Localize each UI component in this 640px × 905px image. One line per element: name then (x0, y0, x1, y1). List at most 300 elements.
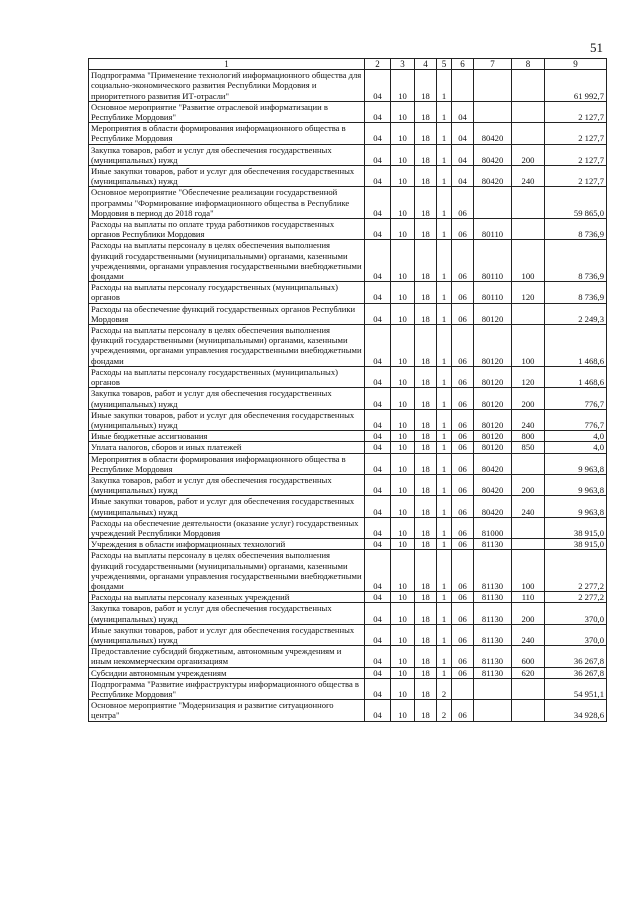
code-cell-7: 81130 (474, 603, 512, 624)
code-cell-4: 18 (415, 517, 437, 538)
code-cell-4: 18 (415, 70, 437, 102)
code-cell-4: 18 (415, 496, 437, 517)
row-name-cell: Иные закупки товаров, работ и услуг для обеспечения государственных (муниципальных) нужд (89, 496, 365, 517)
code-cell-6: 06 (452, 592, 474, 603)
column-header: 7 (474, 59, 512, 70)
code-cell-8: 120 (512, 282, 545, 303)
amount-cell: 54 951,1 (545, 678, 607, 699)
amount-cell: 370,0 (545, 603, 607, 624)
code-cell-7: 81000 (474, 517, 512, 538)
code-cell-6: 06 (452, 624, 474, 645)
code-cell-8 (512, 219, 545, 240)
amount-cell: 36 267,8 (545, 667, 607, 678)
table-row (89, 624, 607, 645)
code-cell-8: 200 (512, 388, 545, 409)
code-cell-8 (512, 700, 545, 721)
code-cell-4: 18 (415, 240, 437, 282)
row-name-cell: Уплата налогов, сборов и иных платежей (89, 442, 365, 453)
code-cell-2: 04 (365, 282, 391, 303)
table-row (89, 166, 607, 187)
table-row (89, 219, 607, 240)
code-cell-5: 2 (437, 700, 452, 721)
code-cell-7: 81130 (474, 667, 512, 678)
code-cell-2: 04 (365, 592, 391, 603)
row-name-cell: Иные закупки товаров, работ и услуг для обеспечения государственных (муниципальных) нужд (89, 624, 365, 645)
code-cell-3: 10 (391, 550, 415, 592)
row-name-cell: Учреждения в области информационных технологий (89, 539, 365, 550)
code-cell-6: 06 (452, 388, 474, 409)
amount-cell: 2 277,2 (545, 592, 607, 603)
table-row (89, 303, 607, 324)
table-row (89, 646, 607, 667)
amount-cell: 59 865,0 (545, 187, 607, 219)
code-cell-2: 04 (365, 388, 391, 409)
row-name-cell: Основное мероприятие "Модернизация и развитие ситуационного центра" (89, 700, 365, 721)
code-cell-7: 80110 (474, 240, 512, 282)
code-cell-2: 04 (365, 166, 391, 187)
code-cell-3: 10 (391, 366, 415, 387)
code-cell-6: 06 (452, 453, 474, 474)
code-cell-6: 04 (452, 144, 474, 165)
column-header: 5 (437, 59, 452, 70)
table-row (89, 123, 607, 144)
table-row (89, 282, 607, 303)
code-cell-6: 06 (452, 646, 474, 667)
table-row (89, 442, 607, 453)
code-cell-5: 1 (437, 624, 452, 645)
table-row (89, 667, 607, 678)
code-cell-5: 1 (437, 282, 452, 303)
code-cell-7: 80120 (474, 431, 512, 442)
amount-cell: 2 127,7 (545, 101, 607, 122)
code-cell-3: 10 (391, 187, 415, 219)
code-cell-3: 10 (391, 592, 415, 603)
code-cell-4: 18 (415, 431, 437, 442)
code-cell-5: 1 (437, 303, 452, 324)
code-cell-5: 1 (437, 240, 452, 282)
code-cell-4: 18 (415, 539, 437, 550)
code-cell-5: 1 (437, 667, 452, 678)
code-cell-7: 81130 (474, 646, 512, 667)
code-cell-8: 800 (512, 431, 545, 442)
table-row (89, 678, 607, 699)
column-header: 3 (391, 59, 415, 70)
code-cell-3: 10 (391, 474, 415, 495)
row-name-cell: Расходы на выплаты персоналу в целях обеспечения выполнения функций государственными (муниципальными) органами, казенными учреждениями, органами управления государственными внебюджетными фондами (89, 325, 365, 367)
code-cell-6: 06 (452, 240, 474, 282)
code-cell-8: 620 (512, 667, 545, 678)
code-cell-3: 10 (391, 240, 415, 282)
code-cell-3: 10 (391, 70, 415, 102)
code-cell-2: 04 (365, 366, 391, 387)
code-cell-7 (474, 101, 512, 122)
code-cell-6: 06 (452, 550, 474, 592)
code-cell-3: 10 (391, 624, 415, 645)
row-name-cell: Субсидии автономным учреждениям (89, 667, 365, 678)
column-header: 6 (452, 59, 474, 70)
code-cell-8 (512, 678, 545, 699)
code-cell-8: 240 (512, 496, 545, 517)
code-cell-8: 240 (512, 409, 545, 430)
page-number: 51 (590, 40, 603, 55)
table-row (89, 144, 607, 165)
table-row (89, 517, 607, 538)
table-row (89, 603, 607, 624)
code-cell-3: 10 (391, 431, 415, 442)
code-cell-4: 18 (415, 187, 437, 219)
code-cell-2: 04 (365, 325, 391, 367)
code-cell-8: 600 (512, 646, 545, 667)
code-cell-5: 1 (437, 517, 452, 538)
row-name-cell: Иные закупки товаров, работ и услуг для обеспечения государственных (муниципальных) нужд (89, 166, 365, 187)
code-cell-7: 80420 (474, 453, 512, 474)
code-cell-6: 06 (452, 539, 474, 550)
amount-cell: 8 736,9 (545, 219, 607, 240)
code-cell-5: 1 (437, 453, 452, 474)
table-row (89, 240, 607, 282)
code-cell-3: 10 (391, 219, 415, 240)
code-cell-4: 18 (415, 409, 437, 430)
code-cell-6: 06 (452, 409, 474, 430)
code-cell-6: 06 (452, 496, 474, 517)
code-cell-2: 04 (365, 240, 391, 282)
code-cell-5: 1 (437, 474, 452, 495)
code-cell-2: 04 (365, 101, 391, 122)
row-name-cell: Закупка товаров, работ и услуг для обеспечения государственных (муниципальных) нужд (89, 474, 365, 495)
code-cell-3: 10 (391, 667, 415, 678)
code-cell-8: 200 (512, 144, 545, 165)
code-cell-2: 04 (365, 187, 391, 219)
code-cell-2: 04 (365, 70, 391, 102)
code-cell-5: 1 (437, 70, 452, 102)
code-cell-5: 1 (437, 166, 452, 187)
row-name-cell: Мероприятия в области формирования информационного общества в Республике Мордовия (89, 123, 365, 144)
code-cell-4: 18 (415, 303, 437, 324)
code-cell-5: 1 (437, 646, 452, 667)
row-name-cell: Мероприятия в области формирования информационного общества в Республике Мордовия (89, 453, 365, 474)
amount-cell: 776,7 (545, 409, 607, 430)
code-cell-2: 04 (365, 123, 391, 144)
code-cell-6: 06 (452, 282, 474, 303)
code-cell-4: 18 (415, 366, 437, 387)
code-cell-8: 100 (512, 550, 545, 592)
code-cell-2: 04 (365, 474, 391, 495)
code-cell-4: 18 (415, 667, 437, 678)
code-cell-4: 18 (415, 325, 437, 367)
amount-cell: 8 736,9 (545, 240, 607, 282)
code-cell-2: 04 (365, 303, 391, 324)
code-cell-7: 80420 (474, 496, 512, 517)
amount-cell: 34 928,6 (545, 700, 607, 721)
column-header: 2 (365, 59, 391, 70)
table-row (89, 700, 607, 721)
code-cell-7: 80420 (474, 144, 512, 165)
code-cell-6: 06 (452, 442, 474, 453)
row-name-cell: Расходы на выплаты персоналу государственных (муниципальных) органов (89, 282, 365, 303)
code-cell-2: 04 (365, 442, 391, 453)
code-cell-6: 06 (452, 700, 474, 721)
code-cell-6: 06 (452, 474, 474, 495)
code-cell-5: 1 (437, 409, 452, 430)
code-cell-4: 18 (415, 700, 437, 721)
code-cell-7: 81130 (474, 539, 512, 550)
code-cell-8: 100 (512, 325, 545, 367)
row-name-cell: Расходы на выплаты персоналу государственных (муниципальных) органов (89, 366, 365, 387)
code-cell-3: 10 (391, 539, 415, 550)
code-cell-3: 10 (391, 442, 415, 453)
table-row (89, 474, 607, 495)
code-cell-3: 10 (391, 409, 415, 430)
amount-cell: 2 127,7 (545, 144, 607, 165)
code-cell-7 (474, 678, 512, 699)
code-cell-2: 04 (365, 219, 391, 240)
code-cell-3: 10 (391, 603, 415, 624)
code-cell-2: 04 (365, 431, 391, 442)
code-cell-7: 80110 (474, 282, 512, 303)
amount-cell: 4,0 (545, 442, 607, 453)
amount-cell: 370,0 (545, 624, 607, 645)
code-cell-8: 200 (512, 603, 545, 624)
code-cell-2: 04 (365, 646, 391, 667)
code-cell-2: 04 (365, 667, 391, 678)
code-cell-5: 1 (437, 366, 452, 387)
code-cell-3: 10 (391, 517, 415, 538)
code-cell-3: 10 (391, 646, 415, 667)
code-cell-7: 80120 (474, 366, 512, 387)
code-cell-8: 240 (512, 166, 545, 187)
code-cell-4: 18 (415, 624, 437, 645)
code-cell-3: 10 (391, 678, 415, 699)
code-cell-8 (512, 123, 545, 144)
code-cell-3: 10 (391, 388, 415, 409)
code-cell-8 (512, 187, 545, 219)
amount-cell: 2 249,3 (545, 303, 607, 324)
row-name-cell: Расходы на выплаты по оплате труда работников государственных органов Республики Мордовия (89, 219, 365, 240)
code-cell-7: 81130 (474, 624, 512, 645)
code-cell-4: 18 (415, 592, 437, 603)
code-cell-5: 1 (437, 144, 452, 165)
code-cell-7: 80120 (474, 325, 512, 367)
code-cell-4: 18 (415, 603, 437, 624)
code-cell-2: 04 (365, 539, 391, 550)
amount-cell: 2 127,7 (545, 166, 607, 187)
table-row (89, 409, 607, 430)
row-name-cell: Основное мероприятие "Развитие отраслевой информатизации в Республике Мордовия" (89, 101, 365, 122)
code-cell-6: 06 (452, 431, 474, 442)
code-cell-6: 06 (452, 517, 474, 538)
table-row (89, 592, 607, 603)
column-header: 8 (512, 59, 545, 70)
table-row (89, 388, 607, 409)
table-row (89, 325, 607, 367)
code-cell-6: 04 (452, 166, 474, 187)
code-cell-2: 04 (365, 453, 391, 474)
code-cell-3: 10 (391, 453, 415, 474)
table-row (89, 366, 607, 387)
amount-cell: 4,0 (545, 431, 607, 442)
amount-cell: 9 963,8 (545, 496, 607, 517)
code-cell-8: 120 (512, 366, 545, 387)
table-header-row (89, 59, 607, 70)
code-cell-6: 06 (452, 603, 474, 624)
code-cell-2: 04 (365, 409, 391, 430)
code-cell-7: 80420 (474, 166, 512, 187)
code-cell-8 (512, 303, 545, 324)
code-cell-4: 18 (415, 678, 437, 699)
code-cell-7: 80120 (474, 303, 512, 324)
code-cell-5: 1 (437, 550, 452, 592)
code-cell-2: 04 (365, 496, 391, 517)
code-cell-4: 18 (415, 442, 437, 453)
code-cell-3: 10 (391, 166, 415, 187)
row-name-cell: Расходы на обеспечение деятельности (оказание услуг) государственных учреждений Республики Мордовия (89, 517, 365, 538)
code-cell-4: 18 (415, 388, 437, 409)
code-cell-5: 1 (437, 431, 452, 442)
code-cell-3: 10 (391, 496, 415, 517)
column-header: 4 (415, 59, 437, 70)
code-cell-7 (474, 700, 512, 721)
column-header: 9 (545, 59, 607, 70)
code-cell-4: 18 (415, 123, 437, 144)
row-name-cell: Иные закупки товаров, работ и услуг для обеспечения государственных (муниципальных) нужд (89, 409, 365, 430)
code-cell-3: 10 (391, 700, 415, 721)
amount-cell: 8 736,9 (545, 282, 607, 303)
code-cell-7: 80120 (474, 388, 512, 409)
row-name-cell: Расходы на выплаты персоналу в целях обеспечения выполнения функций государственными (муниципальными) органами, казенными учреждениями, органами управления государственными внебюджетными фондами (89, 550, 365, 592)
row-name-cell: Подпрограмма "Применение технологий информационного общества для социально-экономического развития Республики Мордовия и приоритетного развития ИТ-отрасли" (89, 70, 365, 102)
code-cell-8 (512, 70, 545, 102)
code-cell-7: 80420 (474, 474, 512, 495)
code-cell-8: 850 (512, 442, 545, 453)
code-cell-2: 04 (365, 144, 391, 165)
code-cell-3: 10 (391, 144, 415, 165)
code-cell-6: 06 (452, 667, 474, 678)
row-name-cell: Предоставление субсидий бюджетным, автономным учреждениям и иным некоммерческим организациям (89, 646, 365, 667)
amount-cell: 9 963,8 (545, 474, 607, 495)
code-cell-7 (474, 70, 512, 102)
table-row (89, 453, 607, 474)
amount-cell: 2 127,7 (545, 123, 607, 144)
code-cell-2: 04 (365, 678, 391, 699)
code-cell-8: 100 (512, 240, 545, 282)
code-cell-5: 1 (437, 592, 452, 603)
code-cell-4: 18 (415, 550, 437, 592)
code-cell-5: 1 (437, 603, 452, 624)
code-cell-7: 80120 (474, 409, 512, 430)
code-cell-5: 1 (437, 442, 452, 453)
amount-cell: 61 992,7 (545, 70, 607, 102)
code-cell-4: 18 (415, 453, 437, 474)
code-cell-8: 200 (512, 474, 545, 495)
code-cell-2: 04 (365, 700, 391, 721)
amount-cell: 776,7 (545, 388, 607, 409)
code-cell-2: 04 (365, 517, 391, 538)
code-cell-3: 10 (391, 325, 415, 367)
budget-table (88, 58, 607, 722)
code-cell-8 (512, 517, 545, 538)
code-cell-4: 18 (415, 282, 437, 303)
table-row (89, 70, 607, 102)
code-cell-4: 18 (415, 144, 437, 165)
code-cell-6: 06 (452, 187, 474, 219)
row-name-cell: Иные бюджетные ассигнования (89, 431, 365, 442)
code-cell-6: 06 (452, 219, 474, 240)
row-name-cell: Закупка товаров, работ и услуг для обеспечения государственных (муниципальных) нужд (89, 144, 365, 165)
row-name-cell: Расходы на обеспечение функций государственных органов Республики Мордовия (89, 303, 365, 324)
amount-cell: 36 267,8 (545, 646, 607, 667)
code-cell-8: 110 (512, 592, 545, 603)
code-cell-6 (452, 678, 474, 699)
code-cell-6: 06 (452, 325, 474, 367)
code-cell-2: 04 (365, 624, 391, 645)
code-cell-7: 80420 (474, 123, 512, 144)
table-row (89, 496, 607, 517)
code-cell-4: 18 (415, 219, 437, 240)
table-body (89, 70, 607, 721)
code-cell-6: 04 (452, 123, 474, 144)
code-cell-5: 1 (437, 325, 452, 367)
code-cell-8 (512, 453, 545, 474)
code-cell-3: 10 (391, 303, 415, 324)
row-name-cell: Основное мероприятие "Обеспечение реализации государственной программы "Формирование информационного общества в Республике Мордовия в период до 2018 года" (89, 187, 365, 219)
code-cell-4: 18 (415, 166, 437, 187)
code-cell-6 (452, 70, 474, 102)
amount-cell: 1 468,6 (545, 366, 607, 387)
code-cell-7: 81130 (474, 592, 512, 603)
code-cell-7 (474, 187, 512, 219)
code-cell-6: 06 (452, 366, 474, 387)
code-cell-7: 80110 (474, 219, 512, 240)
code-cell-5: 1 (437, 388, 452, 409)
code-cell-3: 10 (391, 282, 415, 303)
amount-cell: 2 277,2 (545, 550, 607, 592)
amount-cell: 1 468,6 (545, 325, 607, 367)
code-cell-5: 1 (437, 101, 452, 122)
code-cell-5: 1 (437, 123, 452, 144)
code-cell-5: 1 (437, 539, 452, 550)
table-row (89, 431, 607, 442)
code-cell-4: 18 (415, 101, 437, 122)
code-cell-6: 06 (452, 303, 474, 324)
code-cell-8 (512, 539, 545, 550)
amount-cell: 9 963,8 (545, 453, 607, 474)
code-cell-4: 18 (415, 474, 437, 495)
code-cell-5: 1 (437, 187, 452, 219)
table-row (89, 187, 607, 219)
code-cell-5: 1 (437, 219, 452, 240)
row-name-cell: Закупка товаров, работ и услуг для обеспечения государственных (муниципальных) нужд (89, 603, 365, 624)
code-cell-7: 80120 (474, 442, 512, 453)
table-row (89, 539, 607, 550)
amount-cell: 38 915,0 (545, 539, 607, 550)
code-cell-5: 1 (437, 496, 452, 517)
row-name-cell: Закупка товаров, работ и услуг для обеспечения государственных (муниципальных) нужд (89, 388, 365, 409)
table-row (89, 550, 607, 592)
code-cell-5: 2 (437, 678, 452, 699)
code-cell-2: 04 (365, 603, 391, 624)
row-name-cell: Расходы на выплаты персоналу казенных учреждений (89, 592, 365, 603)
column-header: 1 (89, 59, 365, 70)
code-cell-4: 18 (415, 646, 437, 667)
code-cell-3: 10 (391, 101, 415, 122)
code-cell-6: 04 (452, 101, 474, 122)
code-cell-2: 04 (365, 550, 391, 592)
code-cell-8: 240 (512, 624, 545, 645)
amount-cell: 38 915,0 (545, 517, 607, 538)
row-name-cell: Расходы на выплаты персоналу в целях обеспечения выполнения функций государственными (муниципальными) органами, казенными учреждениями, органами управления государственными внебюджетными фондами (89, 240, 365, 282)
code-cell-8 (512, 101, 545, 122)
code-cell-3: 10 (391, 123, 415, 144)
